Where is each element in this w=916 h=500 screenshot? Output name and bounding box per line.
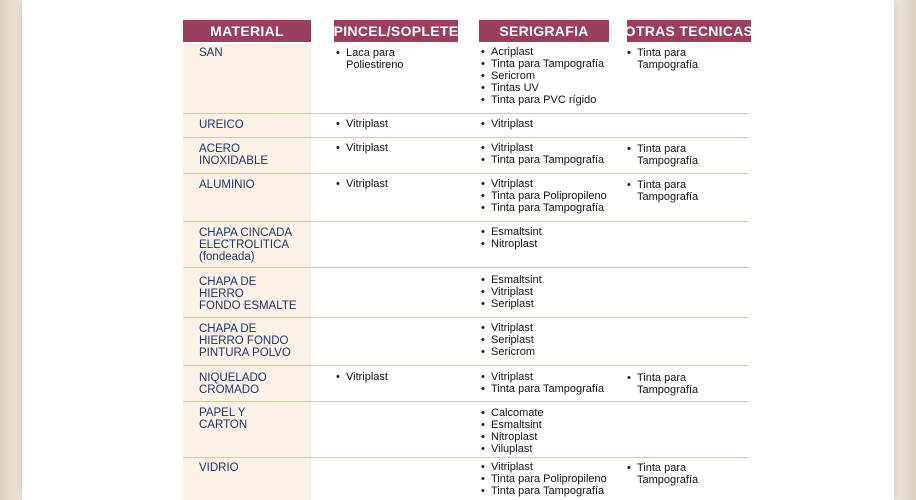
- material-cell: [199, 407, 309, 431]
- otras-cell: [627, 462, 747, 486]
- table-row: [0, 458, 916, 500]
- otras-cell: [627, 372, 747, 396]
- list-item: • Seriplast: [481, 298, 629, 310]
- list-item: • Tinta para Tampografía: [627, 372, 709, 396]
- material-cell: [199, 119, 309, 131]
- pincel-cell: [336, 371, 476, 383]
- list-item: • Tinta para Polipropileno: [481, 190, 629, 202]
- material-cell: [199, 462, 309, 474]
- material-label-line: ALUMINIO: [199, 179, 255, 191]
- material-label-line: SAN: [199, 47, 223, 59]
- list-item: • Vitriplast: [481, 142, 629, 154]
- list-item: • Esmaltsint: [481, 226, 629, 238]
- list-item: • Tinta para Tampografía: [481, 58, 629, 70]
- table-row: [0, 222, 916, 268]
- material-label-line: FONDO ESMALTE: [199, 300, 297, 312]
- list-item: • Vitriplast: [336, 118, 476, 130]
- material-cell: [199, 143, 309, 167]
- table-row: [0, 138, 916, 174]
- list-item: • Tinta para Tampografía: [481, 154, 629, 166]
- material-cell: [199, 227, 309, 263]
- list-item: • Vitriplast: [481, 286, 629, 298]
- list-item: • Acriplast: [481, 46, 629, 58]
- list-item: • Tinta para PVC rígido: [481, 94, 629, 106]
- material-label-line: CHAPA DE: [199, 323, 257, 335]
- serigrafia-cell: [481, 371, 629, 395]
- table-row: [0, 114, 916, 138]
- material-label-line: ELECTROLITICA: [199, 239, 290, 251]
- material-cell: [199, 276, 309, 312]
- material-label-line: PINTURA POLVO: [199, 347, 291, 359]
- material-label-line: HIERRO FONDO: [199, 335, 289, 347]
- list-item: • Vitriplast: [481, 118, 629, 130]
- list-item: • Vitriplast: [481, 371, 629, 383]
- table-row: [0, 268, 916, 318]
- list-item: • Vitriplast: [481, 178, 629, 190]
- list-item: • Nitroplast: [481, 431, 629, 443]
- table-row: [0, 402, 916, 458]
- serigrafia-cell: [481, 322, 629, 358]
- header-pincel-soplete: PINCEL/SOPLETE: [334, 20, 458, 42]
- material-label-line: CHAPA CINCADA: [199, 227, 293, 239]
- list-item: • Viluplast: [481, 443, 629, 455]
- list-item: • Vitriplast: [481, 461, 629, 473]
- serigrafia-cell: [481, 142, 629, 166]
- pincel-cell: [336, 178, 476, 190]
- list-item: • Vitriplast: [481, 322, 629, 334]
- table-row: [0, 44, 916, 114]
- list-item: • Tinta para Tampografía: [481, 202, 629, 214]
- material-label-line: ACERO: [199, 143, 240, 155]
- list-item: • Vitriplast: [336, 178, 476, 190]
- material-cell: [199, 179, 309, 191]
- serigrafia-cell: [481, 407, 629, 455]
- list-item: • Tinta para Polipropileno: [481, 473, 629, 485]
- material-label-line: NIQUELADO: [199, 372, 267, 384]
- serigrafia-cell: [481, 46, 629, 106]
- list-item: • Tinta para Tampografía: [481, 485, 629, 497]
- serigrafia-cell: [481, 226, 629, 250]
- pincel-cell: [336, 142, 476, 154]
- material-label-line: VIDRIO: [199, 462, 239, 474]
- list-item: • Tinta para Tampografía: [627, 179, 709, 203]
- pincel-cell: [336, 118, 476, 130]
- serigrafia-cell: [481, 274, 629, 310]
- table-row: [0, 318, 916, 366]
- list-item: • Esmaltsint: [481, 274, 629, 286]
- otras-cell: [627, 47, 747, 71]
- list-item: • Esmaltsint: [481, 419, 629, 431]
- material-cell: [199, 372, 309, 396]
- list-item: • Tinta para Tampografía: [627, 143, 709, 167]
- pincel-cell: [336, 47, 476, 71]
- table-row: [0, 174, 916, 222]
- material-label-line: PAPEL Y: [199, 407, 246, 419]
- serigrafia-cell: [481, 461, 629, 497]
- list-item: • Tinta para Tampografía: [627, 462, 709, 486]
- list-item: • Calcomate: [481, 407, 629, 419]
- list-item: • Vitriplast: [336, 371, 476, 383]
- serigrafia-cell: [481, 178, 629, 214]
- header-material: MATERIAL: [183, 20, 311, 42]
- material-label-line: CHAPA DE: [199, 276, 257, 288]
- list-item: • Sericrom: [481, 346, 629, 358]
- serigrafia-cell: [481, 118, 629, 130]
- table-row: [0, 366, 916, 402]
- material-label-line: CROMADO: [199, 384, 260, 396]
- list-item: • Tinta para Tampografía: [627, 47, 709, 71]
- material-label-line: HIERRO: [199, 288, 244, 300]
- list-item: • Nitroplast: [481, 238, 629, 250]
- list-item: • Tintas UV: [481, 82, 629, 94]
- material-label-line: (fondeada): [199, 251, 255, 263]
- otras-cell: [627, 143, 747, 167]
- material-label-line: INOXIDABLE: [199, 155, 269, 167]
- header-otras-tecnicas: OTRAS TECNICAS: [627, 20, 751, 42]
- list-item: • Tinta para Tampografía: [481, 383, 629, 395]
- material-label-line: UREICO: [199, 119, 244, 131]
- header-serigrafia: SERIGRAFIA: [479, 20, 609, 42]
- material-cell: [199, 47, 309, 59]
- otras-cell: [627, 179, 747, 203]
- list-item: • Seriplast: [481, 334, 629, 346]
- list-item: • Laca para Poliestireno: [336, 47, 416, 71]
- list-item: • Vitriplast: [336, 142, 476, 154]
- material-label-line: CARTON: [199, 419, 248, 431]
- material-cell: [199, 323, 309, 359]
- list-item: • Sericrom: [481, 70, 629, 82]
